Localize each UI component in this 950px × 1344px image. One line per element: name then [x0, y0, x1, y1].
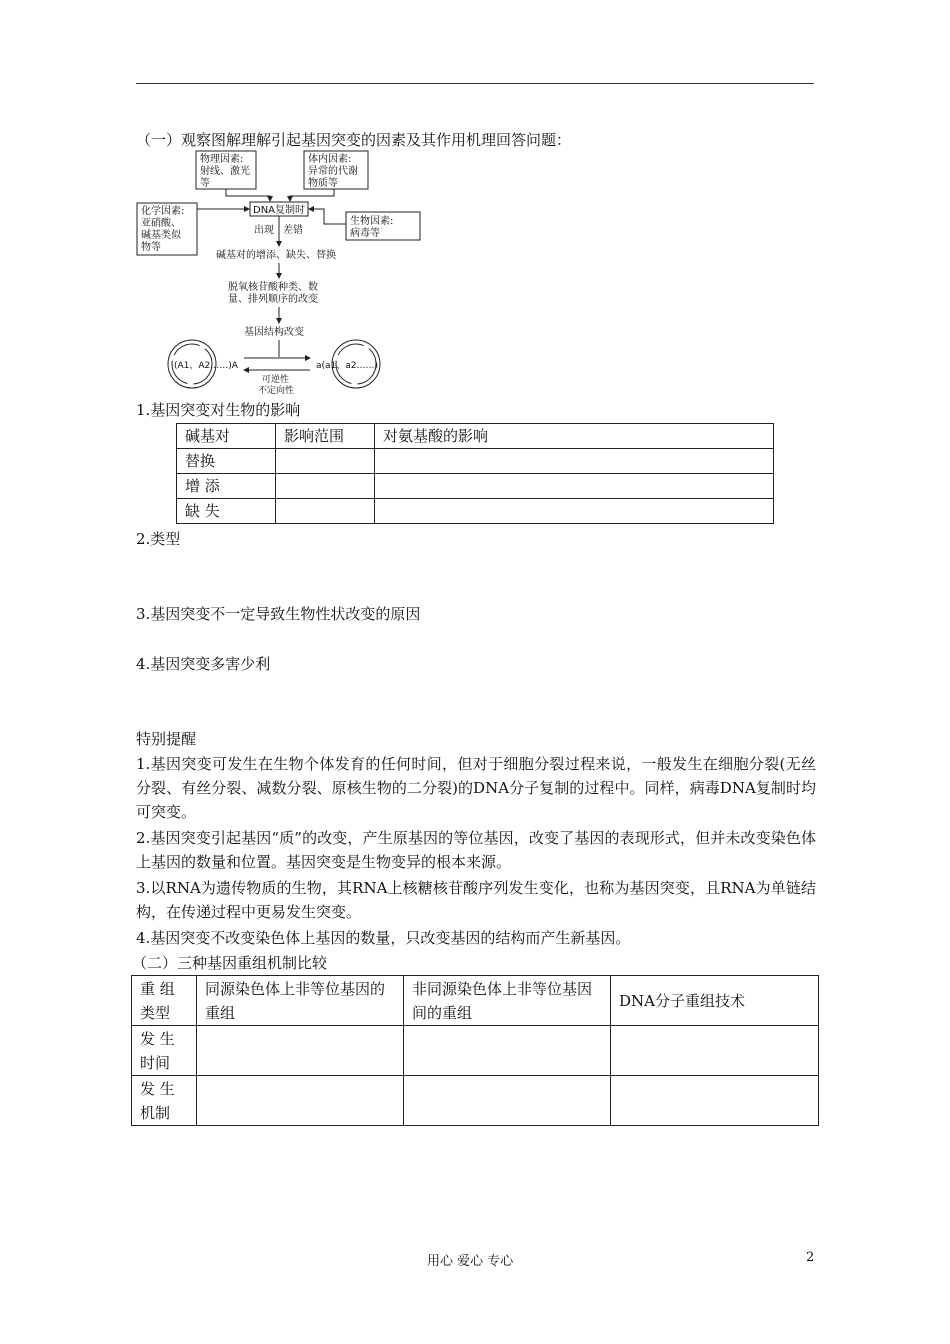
step2-line-1: 脱氧核苷酸种类、数 [228, 282, 318, 293]
t2-header-0: 重 组类型 [132, 976, 197, 1026]
tips-title: 特别提醒 [136, 730, 197, 748]
table1 [176, 423, 774, 524]
header-rule [136, 83, 814, 84]
t2-header-1: 同源染色体上非等位基因的重组 [197, 976, 404, 1026]
t2-row-1: 发 生机制 [132, 1076, 197, 1126]
t2-header-2: 非同源染色体上非等位基因间的重组 [404, 976, 611, 1026]
physical-line-1: 物理因素: [200, 154, 244, 165]
internal-line-3: 物质等 [308, 178, 338, 189]
nondirectional-text: 不定向性 [258, 386, 295, 396]
t1-header-0: 碱基对 [177, 424, 276, 449]
physical-line-2: 射线、激光 [200, 166, 250, 177]
t1-header-2: 对氨基酸的影响 [375, 424, 774, 449]
tip-1: 1.基因突变可发生在生物个体发育的任何时间，但对于细胞分裂过程来说，一般发生在细胞分裂(无丝分裂、有丝分裂、减数分裂、原核生物的二分裂)的DNA分子复制的过程中。同样，病毒DNA复制时均可突变。 [136, 755, 816, 821]
right-allele: a(a1、a2……) [316, 361, 379, 371]
tip-3: 3.以RNA为遗传物质的生物，其RNA上核糖核苷酸序列发生变化，也称为基因突变，且RNA为单链结构，在传递过程中更易发生突变。 [136, 879, 816, 921]
physical-arrow [226, 189, 270, 201]
t2-header-3: DNA分子重组技术 [611, 976, 819, 1026]
internal-arrow [290, 189, 334, 201]
section2-title: （二）三种基因重组机制比较 [132, 954, 328, 972]
biological-line-1: 生物因素: [350, 216, 394, 227]
tip-2: 2.基因突变引起基因“质”的改变，产生原基因的等位基因，改变了基因的表现形式，但并未改变染色体上基因的数量和位置。基因突变是生物变异的根本来源。 [136, 829, 816, 871]
section1-title: （一）观察图解理解引起基因突变的因素及其作用机理回答问题： [136, 131, 572, 149]
t2-row-0: 发 生时间 [132, 1026, 197, 1076]
step3-text: 基因结构改变 [244, 327, 304, 338]
left-allele: (A1、A2……)A [174, 361, 238, 371]
page-number: 2 [806, 1250, 815, 1265]
internal-line-1: 体内因素: [308, 154, 352, 165]
appear-left: 出现 [254, 225, 274, 236]
biological-line-2: 病毒等 [350, 228, 380, 239]
chemical-line-4: 物等 [141, 242, 161, 253]
physical-line-3: 等 [200, 178, 210, 189]
biological-arrow [309, 209, 346, 224]
item3: 3.基因突变不一定导致生物性状改变的原因 [136, 605, 421, 623]
table2 [131, 975, 819, 1126]
t1-row-2: 缺 失 [177, 499, 276, 524]
item2: 2.类型 [136, 530, 181, 548]
step2-line-2: 量、排列顺序的改变 [228, 294, 318, 305]
chemical-line-2: 亚硝酸、 [141, 218, 181, 229]
t1-row-0: 替换 [177, 449, 276, 474]
footer-text: 用心 爱心 专心 [427, 1254, 514, 1269]
item4: 4.基因突变多害少利 [136, 655, 271, 673]
t1-row-1: 增 添 [177, 474, 276, 499]
appear-right: 差错 [283, 225, 303, 236]
dna-label: DNA复制时 [253, 205, 306, 216]
reversible-text: 可逆性 [262, 375, 290, 385]
t1-header-1: 影响范围 [276, 424, 375, 449]
item1: 1.基因突变对生物的影响 [136, 401, 301, 419]
mutation-diagram [134, 148, 424, 398]
tip-4: 4.基因突变不改变染色体上基因的数量，只改变基因的结构而产生新基因。 [136, 929, 631, 947]
internal-line-2: 异常的代谢 [308, 166, 358, 177]
chemical-line-3: 碱基类似 [141, 230, 181, 241]
step1-text: 碱基对的增添、缺失、替换 [216, 250, 336, 261]
chemical-line-1: 化学因素: [141, 206, 185, 217]
